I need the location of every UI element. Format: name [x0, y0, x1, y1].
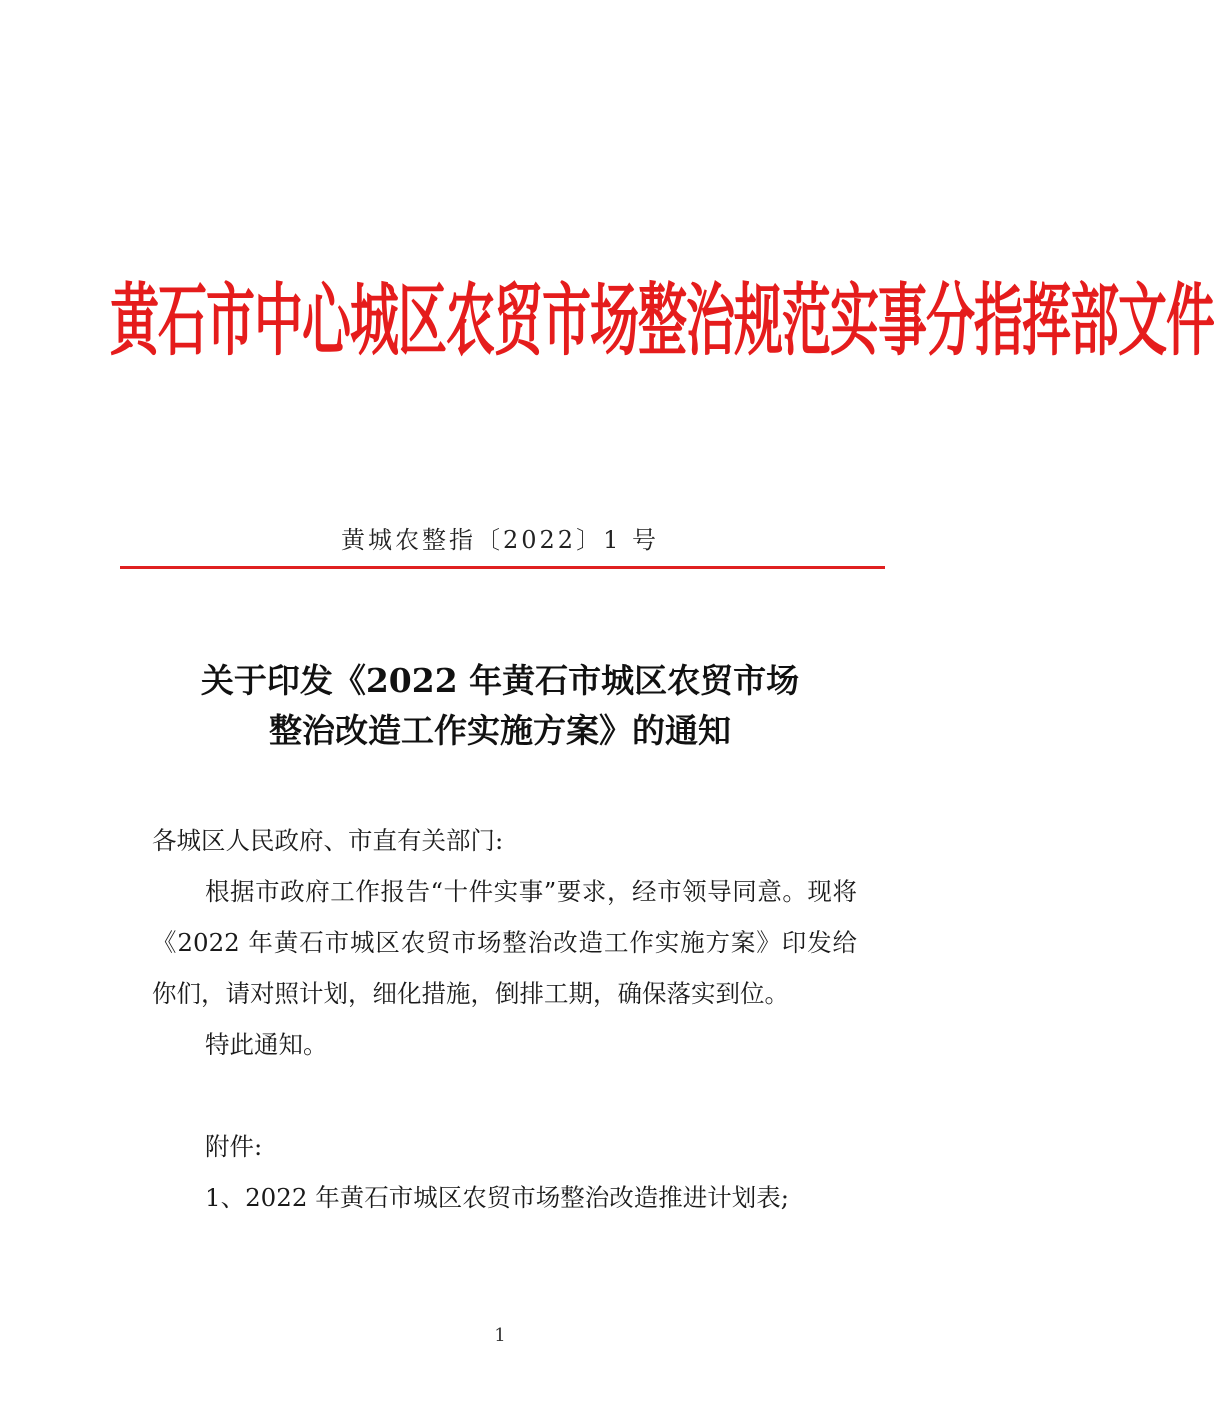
- notice-title: [0, 656, 1000, 756]
- document-number: 黄城农整指〔2022〕1 号: [341, 526, 659, 554]
- red-divider: [120, 566, 885, 569]
- body-paragraph: 根据市政府工作报告“十件实事”要求，经市领导同意。现将《2022 年黄石市城区农贸市场整治改造工作实施方案》印发给你们，请对照计划，细化措施，倒排工期，确保落实到位。: [152, 877, 857, 1008]
- attachment-label: 附件:: [205, 1132, 263, 1161]
- blank-line: [152, 1070, 857, 1121]
- title-line-1: 关于印发《2022 年黄石市城区农贸市场: [200, 661, 800, 700]
- title-line-2: 整治改造工作实施方案》的通知: [269, 711, 731, 750]
- issuer-header: 黄石市中心城区农贸市场整治规范实事分指挥部文件: [110, 275, 1214, 367]
- closing-text: 特此通知。: [205, 1030, 328, 1059]
- page-number: 1: [494, 1325, 506, 1346]
- notice-body: [152, 815, 857, 1223]
- attachment-item: 1、2022 年黄石市城区农贸市场整治改造推进计划表;: [205, 1183, 789, 1212]
- salutation: 各城区人民政府、市直有关部门:: [152, 826, 504, 855]
